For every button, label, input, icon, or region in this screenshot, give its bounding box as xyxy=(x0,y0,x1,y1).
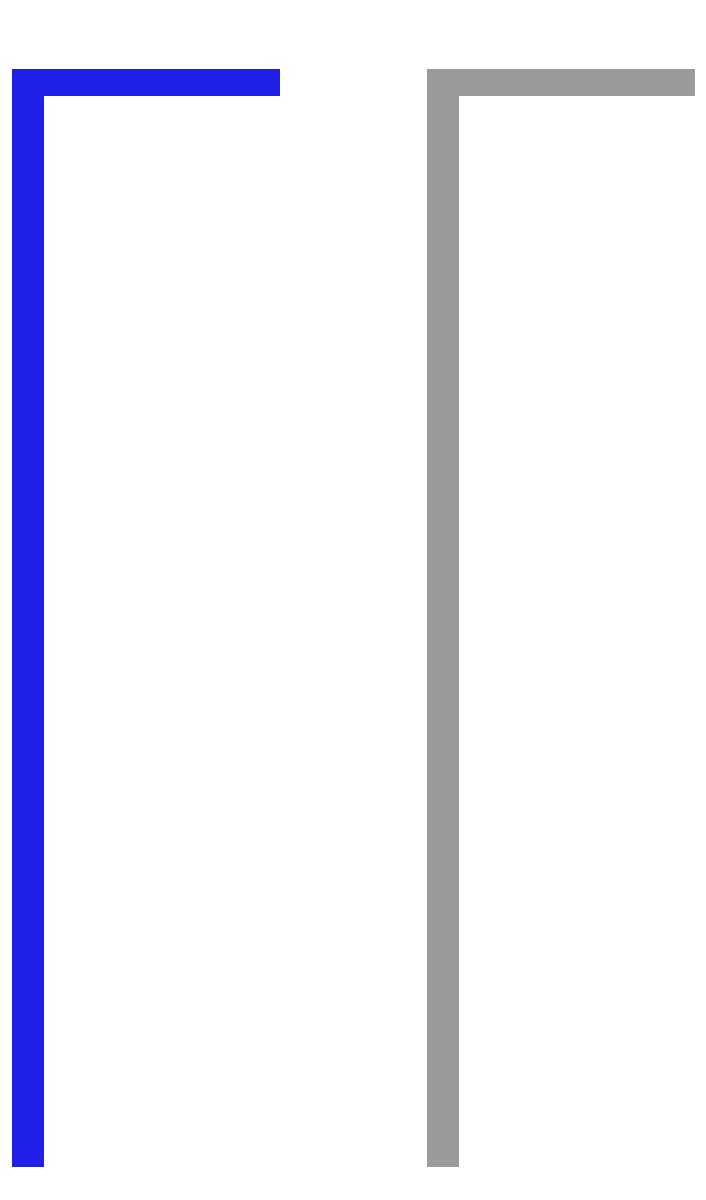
east-team-header xyxy=(427,69,695,96)
west-position-column xyxy=(12,96,44,1167)
west-team-panel xyxy=(12,69,280,1167)
east-position-column xyxy=(427,96,459,1167)
east-team-panel xyxy=(427,69,695,1167)
west-team-header xyxy=(12,69,280,96)
